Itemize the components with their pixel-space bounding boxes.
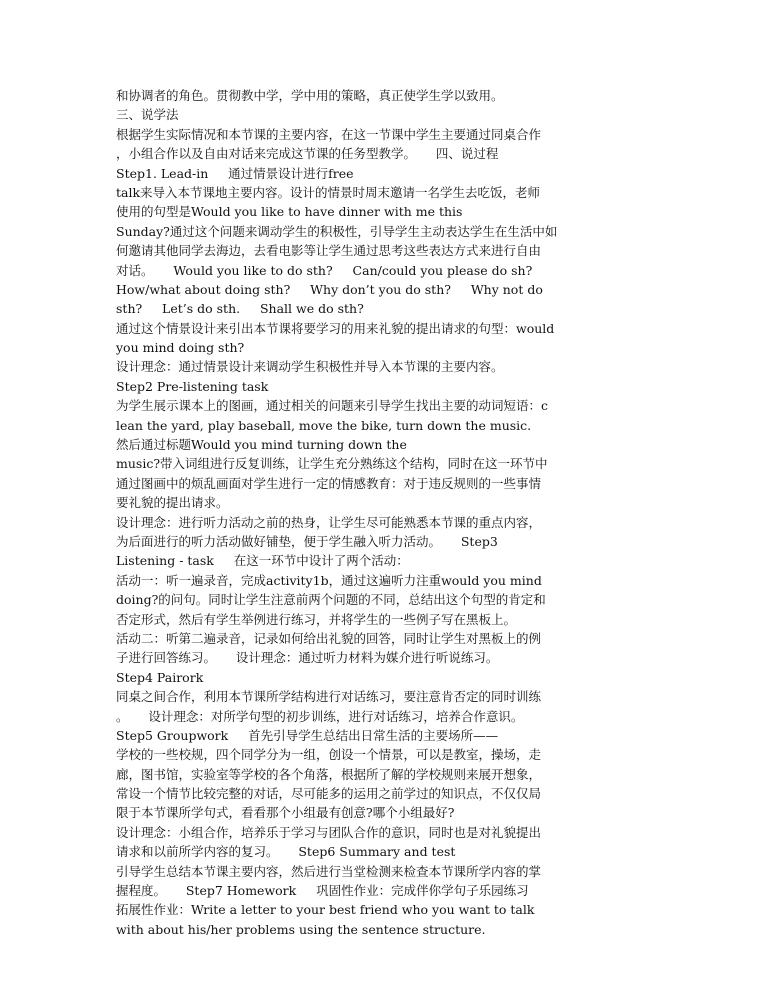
text-line: Sunday?通过这个问题来调动学生的积极性，引导学生主动表达学生在生活中如 <box>116 223 558 239</box>
text-line: 学校的一些校规，四个同学分为一组，创设一个情景，可以是教室，操场，走 <box>116 747 542 763</box>
text-line: talk来导入本节课地主要内容。设计的情景时周末邀请一名学生去吃饭，老师 <box>116 184 541 200</box>
text-line: 设计理念：通过情景设计来调动学生积极性并导入本节课的主要内容。 <box>116 359 504 375</box>
text-line: you mind doing sth? <box>116 340 245 356</box>
text-line: 通过这个情景设计来引出本节课将要学习的用来礼貌的提出请求的句型：would <box>116 320 555 336</box>
text-line: 为后面进行的听力活动做好铺垫，便于学生融入听力活动。 Step3 <box>116 533 498 549</box>
text-line: 使用的句型是Would you like to have dinner with me this <box>116 204 463 220</box>
text-line: 为学生展示课本上的图画，通过相关的问题来引导学生找出主要的动词短语：c <box>116 398 549 414</box>
text-line: 根据学生实际情况和本节课的主要内容，在这一节课中学生主要通过同桌合作 <box>116 126 542 142</box>
text-line: ，小组合作以及自由对话来完成这节课的任务型教学。 四、说过程 <box>116 146 499 162</box>
text-line: How/what about doing sth? Why don’t you do sth? Why not do <box>116 281 543 297</box>
text-line: 和协调者的角色。贯彻教中学，学中用的策略，真正使学生学以致用。 <box>116 88 504 103</box>
text-line: lean the yard, play baseball, move the bike, turn down the music. <box>116 417 532 433</box>
text-line: Listening - task 在这一环节中设计了两个活动： <box>116 553 409 569</box>
text-line: Step4 Pairork <box>116 669 204 685</box>
text-line: Step5 Groupwork 首先引导学生总结出日常生活的主要场所—— <box>116 727 499 743</box>
text-line: music?带入词组进行反复训练，让学生充分熟练这个结构，同时在这一环节中 <box>116 456 548 472</box>
text-line: 子进行回答练习。 设计理念：通过听力材料为媒介进行听说练习。 <box>116 650 499 666</box>
text-line: 同桌之间合作，利用本节课所学结构进行对话练习，要注意肯否定的同时训练 <box>116 689 542 705</box>
text-line: 否定形式，然后有学生举例进行练习，并将学生的一些例子写在黑板上。 <box>116 611 517 627</box>
text-line: 请求和以前所学内容的复习。 Step6 Summary and test <box>116 844 456 860</box>
text-line: 然后通过标题Would you mind turning down the <box>116 437 407 453</box>
text-line: 设计理念：小组合作，培养乐于学习与团队合作的意识，同时也是对礼貌提出 <box>116 824 542 840</box>
text-line: 限于本节课所学句式，看看那个小组最有创意?哪个小组最好? <box>116 805 455 821</box>
text-line: 引导学生总结本节课主要内容，然后进行当堂检测来检查本节课所学内容的掌 <box>116 863 542 879</box>
text-line: 通过图画中的烦乱画面对学生进行一定的情感教育：对于违反规则的一些事情 <box>116 475 542 491</box>
text-line: Step1. Lead-in 通过情景设计进行free <box>116 165 354 181</box>
text-line: 廊，图书馆，实验室等学校的各个角落，根据所了解的学校规则来展开想象， <box>116 766 542 782</box>
text-line: 何邀请其他同学去海边，去看电影等让学生通过思考这些表达方式来进行自由 <box>116 243 542 259</box>
text-line: 握程度。 Step7 Homework 巩固性作业：完成伴你学句子乐园练习 <box>116 883 529 899</box>
document-body <box>116 86 656 939</box>
text-line: sth? Let’s do sth. Shall we do sth? <box>116 301 364 317</box>
text-line: with about his/her problems using the sentence structure. <box>116 921 486 937</box>
text-line: Step2 Pre-listening task <box>116 378 269 394</box>
text-line: 对话。 Would you like to do sth? Can/could you please do sh? <box>116 262 533 278</box>
text-line: 要礼貌的提出请求。 <box>116 495 229 511</box>
section-heading: 三、说学法 <box>116 107 179 123</box>
text-line: 活动二：听第二遍录音，记录如何给出礼貌的回答，同时让学生对黑板上的例 <box>116 630 542 646</box>
text-line: 常设一个情节比较完整的对话，尽可能多的运用之前学过的知识点，不仅仅局 <box>116 786 542 802</box>
text-line: 拓展性作业：Write a letter to your best friend who you want to talk <box>116 902 535 918</box>
text-line: doing?的问句。同时让学生注意前两个问题的不同，总结出这个句型的肯定和 <box>116 592 546 608</box>
text-line: 设计理念：进行听力活动之前的热身，让学生尽可能熟悉本节课的重点内容， <box>116 514 542 530</box>
text-line: 活动一：听一遍录音，完成activity1b，通过这遍听力注重would you mind <box>116 572 542 588</box>
text-line: 。 设计理念：对所学句型的初步训练，进行对话练习，培养合作意识。 <box>116 708 524 724</box>
